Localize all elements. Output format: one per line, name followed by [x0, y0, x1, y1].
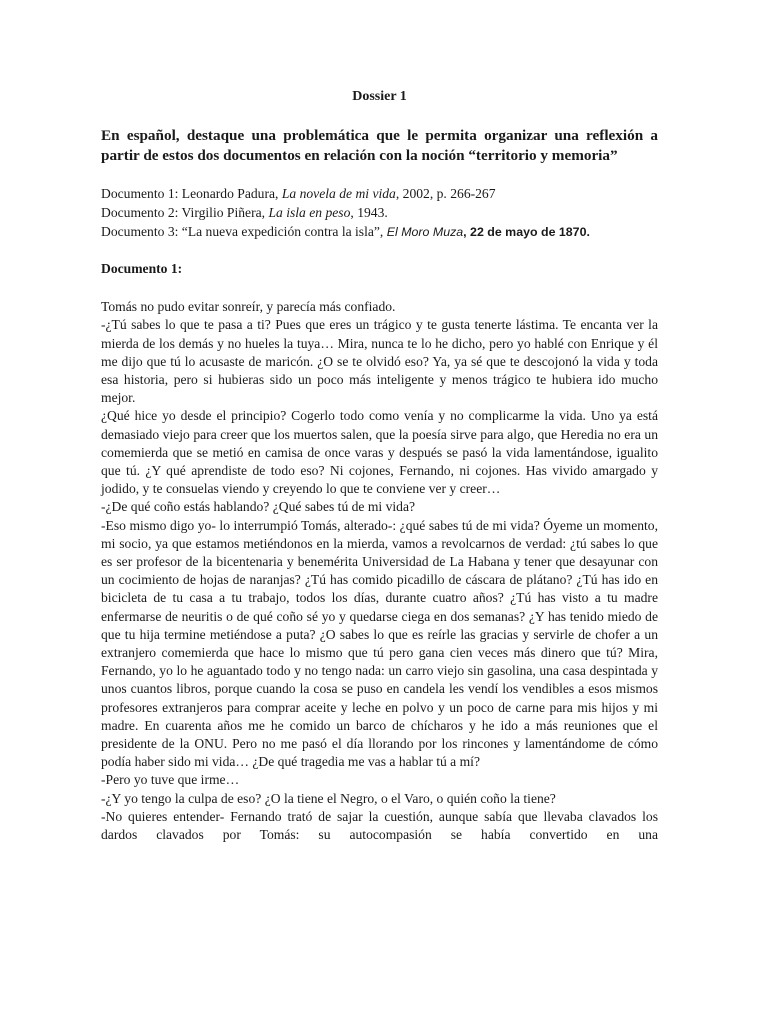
document-reference-text: , 2002, p. 266-267	[395, 186, 496, 202]
document-reference-text: , 1943.	[350, 205, 388, 220]
work-title: La novela de mi vida	[281, 186, 396, 202]
paragraph: -Eso mismo digo yo- lo interrumpió Tomás, alterado-: ¿qué sabes tú de mi vida? Óyeme un momento, mi socio, ya que estamos metiéndonos en la mierda, vamos a revolcarnos de verdad: ¿tú sabes lo que es ser profesor de la bicentenaria y benemérita Universidad de La Habana y tener que desayunar con un cocimiento de hojas de naranjas? ¿Tú has comido picadillo de cáscara de plátano? ¿Tú has ido en bicicleta de tu casa a tu trabajo, todos los días, durante cuatro años? ¿Tú has visto a tu madre enfermarse de neuritis o de qué coño sé yo y quedarse ciega en dos semanas? ¿Y has tenido miedo de que tu hija termine metiéndose a puta? ¿O sabes lo que es reírle las gracias y servirle de chofer a un extranjero comemierda que hace lo mismo que tú pero gana cien veces más dinero que tú? Mira, Fernando, yo lo he aguantado todo y no tengo nada: un carro viejo sin gasolina, una casa despintada y unos cuantos libros, porque cuando la cosa se puso en candela les vendí los vendibles a esos mismos profesores extranjeros para comprar aceite y leche en polvo y un poco de carne para mis hijos y mi madre. En cuarenta años me he comido un barco de chícharos y he ido a más reuniones que el presidente de la ONU. Pero no me pasó el día llorando por los rincones y lamentándome de cómo podía haber sido mi vida… ¿De qué tragedia me vas a hablar tú a mí?	[101, 517, 658, 770]
paragraph: -¿De qué coño estás hablando? ¿Qué sabes tú de mi vida?	[101, 499, 416, 515]
document-reference-text: Documento 3: “La nueva expedición contra la isla”,	[101, 223, 387, 239]
paragraph: -¿Y yo tengo la culpa de eso? ¿O la tiene el Negro, o el Varo, o quién coño la tiene?	[101, 790, 556, 806]
document-reference-text: Documento 2: Virgilio Piñera,	[101, 205, 269, 220]
excerpt-text	[101, 298, 658, 844]
document-reference-text: Documento 1: Leonardo Padura,	[101, 186, 282, 202]
section-heading: Documento 1:	[101, 261, 183, 277]
paragraph: -No quieres entender- Fernando trató de sajar la cuestión, aunque sabía que llevaba clavados los dardos clavados por Tomás: su autocompasión se había convertido en una	[101, 808, 658, 843]
document-page	[101, 84, 658, 844]
document-reference-2	[101, 204, 658, 223]
document-reference-3	[101, 223, 658, 242]
work-title: El Moro Muza	[386, 224, 464, 239]
page-title: Dossier 1	[352, 89, 407, 104]
task-statement: En español, destaque una problemática que le permita organizar una reflexión a partir de estos dos documentos en relación con la noción “territorio y memoria”	[101, 127, 658, 165]
document-list	[101, 185, 658, 241]
paragraph: -¿Tú sabes lo que te pasa a ti? Pues que eres un trágico y te gusta tenerte lástima. Te encanta ver la mierda de los demás y no hueles la tuya… Mira, nunca te lo he dicho, pero yo hablé con Enrique y él me dijo que tú lo acusaste de maricón. ¿O se te olvidó eso? Ya, ya sé que te descojonó la vida y toda esa historia, pero si hubieras sido un poco más inteligente y menos trágico te hubiera ido mucho mejor.	[101, 317, 658, 406]
work-title: La isla en peso	[268, 205, 351, 220]
paragraph: -Pero yo tuve que irme…	[101, 772, 240, 788]
paragraph: Tomás no pudo evitar sonreír, y parecía más confiado.	[101, 299, 396, 315]
document-reference-1	[101, 185, 658, 204]
document-reference-text: , 22 de mayo de 1870.	[463, 224, 590, 239]
paragraph: ¿Qué hice yo desde el principio? Cogerlo todo como venía y no complicarme la vida. Uno ya está demasiado viejo para creer que los muertos salen, que la poesía sirve para algo, que Heredia no era un comemierda que se metió en camisa de once varas y después se pasó la vida lamentándose, igualito que tú. ¿Y qué aprendiste de todo eso? Ni cojones, Fernando, ni cojones. Has vivido amargado y jodido, y te consuelas viendo y creyendo lo que te conviene ver y creer…	[101, 408, 658, 497]
